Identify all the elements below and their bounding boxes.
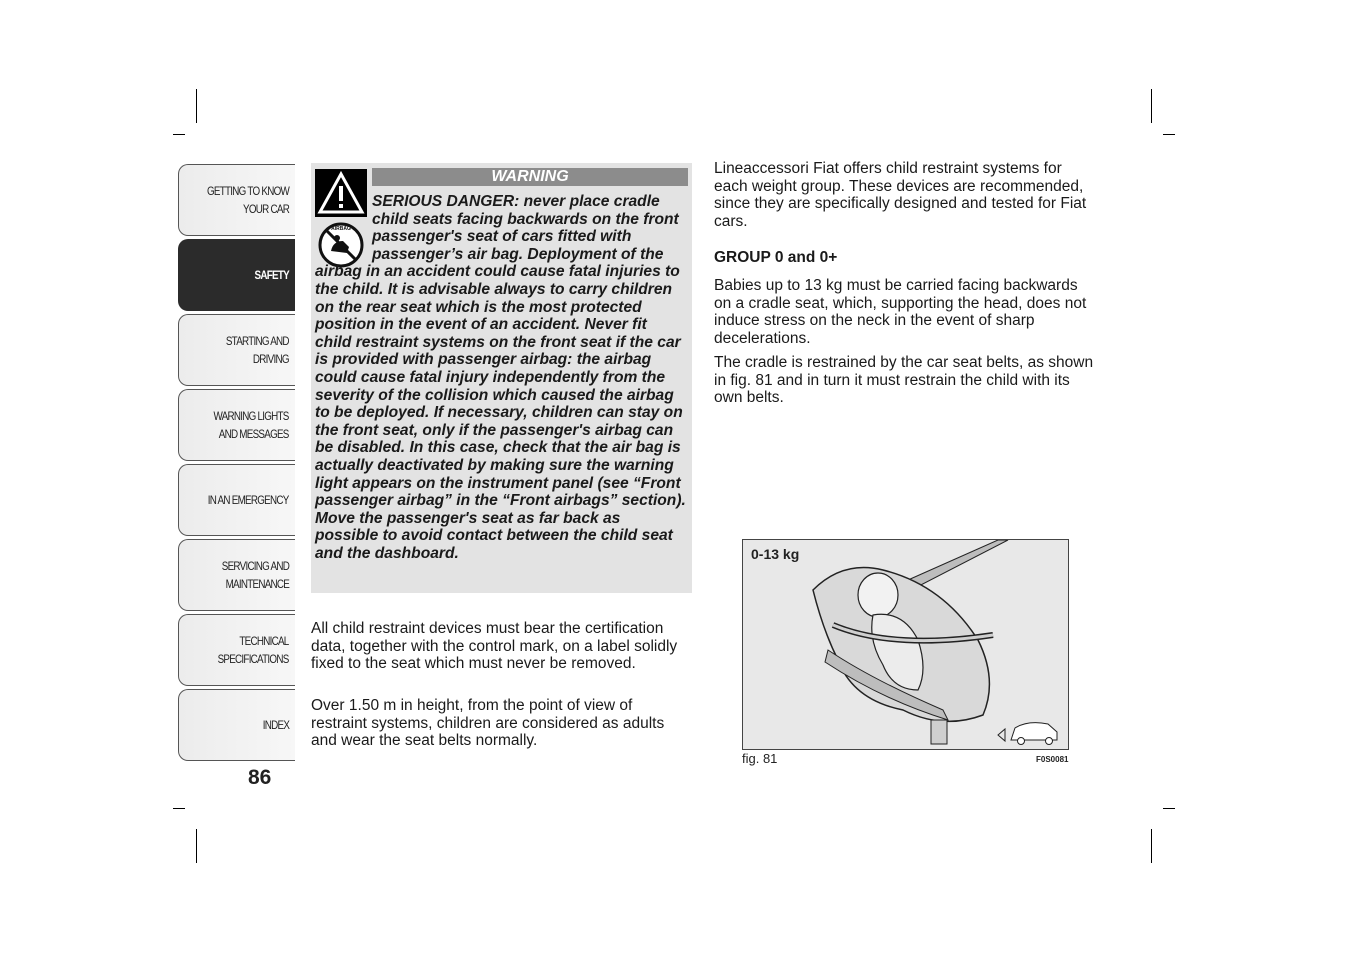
tab-index[interactable]: INDEX — [178, 689, 295, 761]
babies-paragraph: Babies up to 13 kg must be carried facing backwards on a cradle seat, which, supporting the head, does not induce stress on the neck in the event of sharp decelerations. — [714, 277, 1087, 347]
crop-mark — [1151, 829, 1152, 863]
warning-heading: WARNING — [372, 168, 688, 186]
crop-mark — [173, 134, 185, 135]
tab-emergency[interactable]: IN AN EMERGENCY — [178, 464, 295, 536]
crop-mark — [1163, 808, 1175, 809]
figure-caption: fig. 81 — [742, 751, 778, 766]
tab-safety[interactable]: SAFETY — [178, 239, 295, 311]
figure-code: F0S0081 — [1036, 755, 1069, 764]
warning-text: SERIOUS DANGER: never place cradle child seats facing backwards on the front passenger's seat of cars fitted with passenger’s air bag. Deployment of the airbag in an accident could cause fatal injuries to the child. It is advisable always to carry children on the rear seat which is the most protected position in the event of an accident. Never fit child restraint systems on the front seat if the car is provided with passenger airbag: the airbag could cause fatal injury independently from the severity of the collision which caused the airbag to be deployed. If necessary, children can stay on the front seat, only if the passenger's airbag can be disabled. In this case, check that the air bag is actually deactivated by making sure the warning light appears on the instrument panel (see “Front passenger airbag” in the “Front airbags” section). Move the passenger's seat as far back as possible to avoid contact between the child seat and the dashboard. — [315, 193, 686, 562]
svg-text:AIRBAG: AIRBAG — [331, 226, 351, 232]
tab-warning-lights[interactable]: WARNING LIGHTS AND MESSAGES — [178, 389, 295, 461]
certification-paragraph: All child restraint devices must bear the certification data, together with the control mark, on a label solidly fixed to the seat which must never be removed. — [311, 620, 678, 673]
crop-mark — [196, 89, 197, 123]
lineaccessori-paragraph: Lineaccessori Fiat offers child restraint systems for each weight group. These devices are recommended, since they are specifically designed and tested for Fiat cars. — [714, 160, 1087, 230]
height-paragraph: Over 1.50 m in height, from the point of view of restraint systems, children are considered as adults and wear the seat belts normally. — [311, 697, 665, 750]
cradle-paragraph: The cradle is restrained by the car seat belts, as shown in fig. 81 and in turn it must restrain the child with its own belts. — [714, 354, 1094, 407]
crop-mark — [173, 808, 185, 809]
tab-starting-driving[interactable]: STARTING AND DRIVING — [178, 314, 295, 386]
figure-81 — [742, 539, 1069, 750]
tab-getting-to-know[interactable]: GETTING TO KNOW YOUR CAR — [178, 164, 295, 236]
tab-technical[interactable]: TECHNICAL SPECIFICATIONS — [178, 614, 295, 686]
warning-box — [311, 163, 692, 593]
figure-weight-label: 0-13 kg — [751, 546, 800, 562]
crop-mark — [1151, 89, 1152, 123]
tab-servicing[interactable]: SERVICING AND MAINTENANCE — [178, 539, 295, 611]
crop-mark — [1163, 134, 1175, 135]
group-heading: GROUP 0 and 0+ — [714, 249, 838, 266]
crop-mark — [196, 829, 197, 863]
page-number: 86 — [248, 766, 272, 789]
cradle-seat-illustration — [743, 540, 1068, 749]
